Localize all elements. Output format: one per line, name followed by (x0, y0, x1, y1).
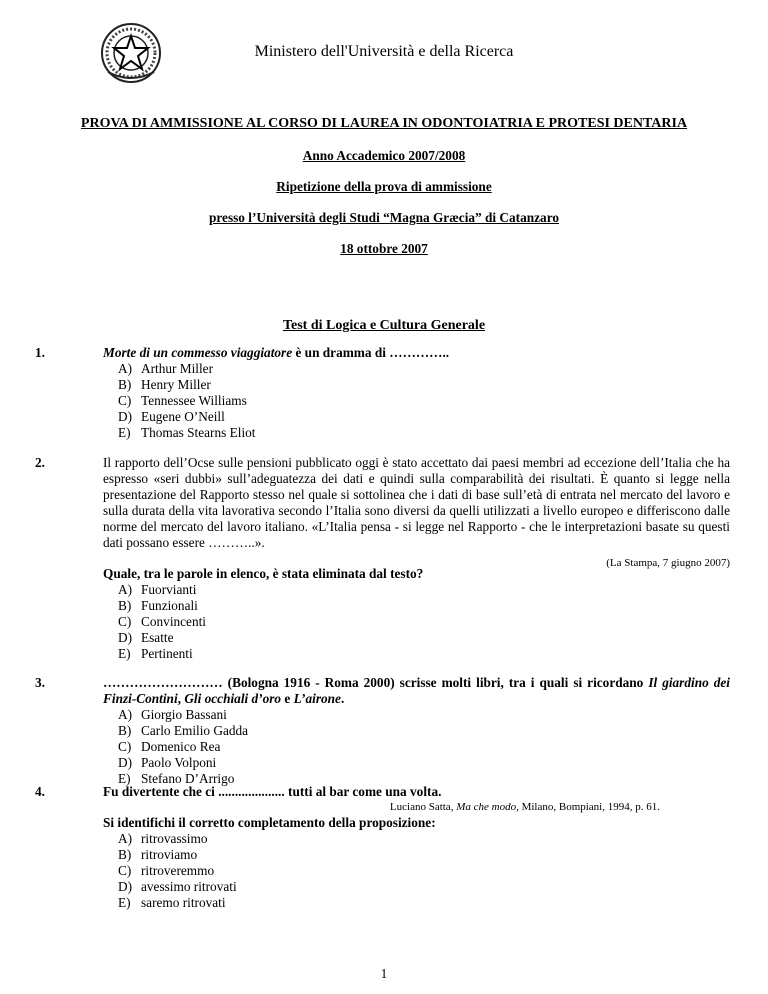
question-text: Fu divertente che ci .................... tutti al bar come una volta. (103, 784, 442, 799)
page-number: 1 (380, 966, 388, 981)
option: A) ritrovassimo (118, 831, 208, 846)
question-number: 3. (35, 675, 45, 690)
options-list (118, 707, 248, 787)
option: D) Paolo Volponi (118, 755, 217, 770)
option: A) Fuorvianti (118, 582, 197, 597)
option: E) Stefano D’Arrigo (118, 771, 235, 786)
exam-date: 18 ottobre 2007 (340, 241, 428, 256)
option: B) Carlo Emilio Gadda (118, 723, 249, 738)
question-number: 1. (35, 345, 45, 360)
option: C) Tennessee Williams (118, 393, 247, 408)
question-number: 4. (35, 784, 45, 799)
option: D) avessimo ritrovati (118, 879, 237, 894)
option: C) Convincenti (118, 614, 206, 629)
option: B) Henry Miller (118, 377, 211, 392)
repeat-line: Ripetizione della prova di ammissione (276, 179, 492, 194)
reading-passage: Il rapporto dell’Ocse sulle pensioni pubblicato oggi è stato accettato dai paesi membri ad eccezione dell’Italia che ha espresso «seri dubbi» sull’adeguatezza dei dati e quindi sulla comparabilità dei risultati. È quanto si legge nella presentazione del Rapporto stesso nel quale si sottolinea che i dati di base sull’età di entrata nel mercato del lavoro e sulla durata della vita lavorativa secondo l’Italia sono diversi da quelli utilizzati a livello europeo e differiscono dalle norme del mercato del lavoro italiano. «L’Italia pensa - si legge nel Rapporto - che le interpretazioni basate su questi dati possano essere ………..». (103, 455, 730, 550)
option: C) Domenico Rea (118, 739, 221, 754)
option: A) Arthur Miller (118, 361, 214, 376)
option: C) ritroveremmo (118, 863, 215, 878)
section-title: Test di Logica e Cultura Generale (282, 318, 486, 333)
university-line: presso l’Università degli Studi “Magna Græcia” di Catanzaro (208, 210, 560, 225)
question-text: Morte di un commesso viaggiatore è un dramma di ………….. (103, 345, 450, 360)
option: E) Pertinenti (118, 646, 193, 661)
question-text: ……………………… (Bologna 1916 - Roma 2000) scrisse molti libri, tra i quali si ricordano Il giardino dei Finzi-Contini, Gli occhiali d’oro e L’airone. (103, 675, 730, 706)
options-list (118, 361, 255, 441)
option: B) ritroviamo (118, 847, 198, 862)
option: D) Eugene O’Neill (118, 409, 225, 424)
citation: Luciano Satta, Ma che modo, Milano, Bompiani, 1994, p. 61. (389, 801, 660, 813)
question-prompt: Si identifichi il corretto completamento della proposizione: (103, 815, 436, 830)
ministry-name: Ministero dell'Università e della Ricerca (254, 43, 514, 60)
question-number: 2. (35, 455, 45, 470)
option: E) Thomas Stearns Eliot (118, 425, 256, 440)
options-list (118, 582, 206, 662)
option: A) Giorgio Bassani (118, 707, 227, 722)
option: E) saremo ritrovati (118, 895, 226, 910)
question-prompt: Quale, tra le parole in elenco, è stata eliminata dal testo? (103, 566, 424, 581)
exam-title: PROVA DI AMMISSIONE AL CORSO DI LAUREA IN ODONTOIATRIA E PROTESI DENTARIA (80, 116, 688, 131)
option: B) Funzionali (118, 598, 198, 613)
academic-year: Anno Accademico 2007/2008 (302, 148, 466, 163)
passage-source: (La Stampa, 7 giugno 2007) (606, 557, 730, 569)
options-list (118, 831, 237, 911)
option: D) Esatte (118, 630, 174, 645)
